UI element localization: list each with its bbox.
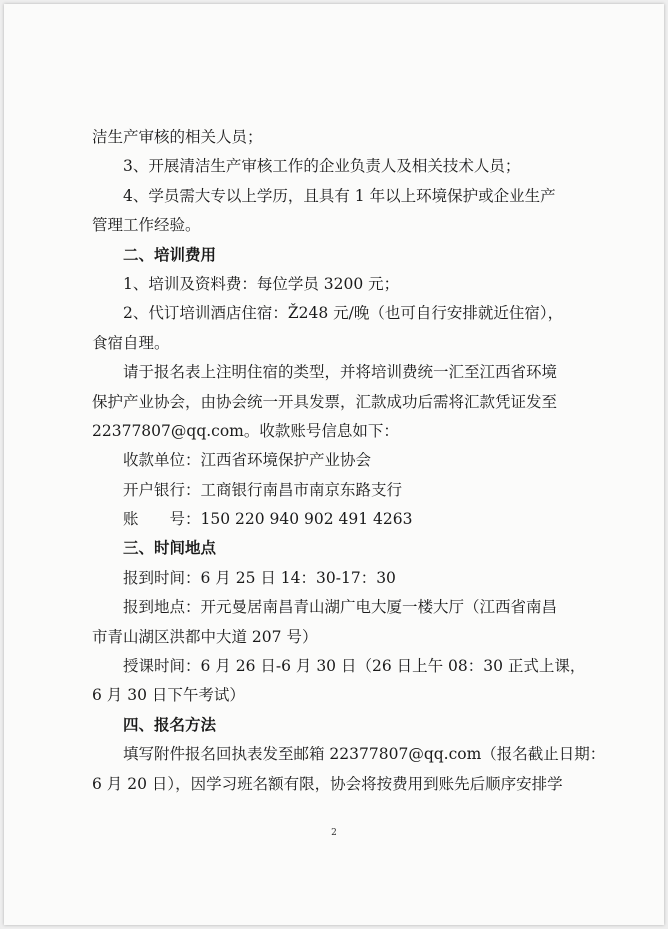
text-line: 账 号：150 220 940 902 491 4263 — [123, 510, 413, 529]
section-heading: 三、时间地点 — [123, 539, 217, 558]
text-line: 食宿自理。 — [92, 333, 170, 352]
text-line: 6 月 30 日下午考试） — [92, 686, 245, 705]
text-line: 洁生产审核的相关人员； — [92, 128, 263, 146]
text-line: 2、代订培训酒店住宿：Ž248 元/晚（也可自行安排就近住宿）， — [123, 304, 564, 323]
text-line: 请于报名表上注明住宿的类型，并将培训费统一汇至江西省环境 — [123, 363, 558, 382]
page-number: 2 — [331, 828, 337, 838]
document-page — [4, 4, 664, 925]
text-line: 开户银行：工商银行南昌市南京东路支行 — [123, 480, 403, 499]
section-heading: 二、培训费用 — [123, 245, 217, 264]
text-line: 3、开展清洁生产审核工作的企业负责人及相关技术人员； — [123, 157, 521, 176]
text-line: 6 月 20 日），因学习班名额有限，协会将按费用到账先后顺序安排学 — [92, 774, 563, 793]
section-heading: 四、报名方法 — [123, 715, 217, 734]
text-line: 报到地点：开元曼居南昌青山湖广电大厦一楼大厅（江西省南昌 — [123, 598, 558, 617]
text-line: 1、培训及资料费：每位学员 3200 元； — [123, 274, 400, 293]
text-line: 报到时间：6 月 25 日 14：30-17：30 — [123, 568, 396, 587]
text-line: 授课时间：6 月 26 日-6 月 30 日（26 日上午 08：30 正式上课， — [123, 657, 586, 676]
text-line: 22377807@qq.com。收款账号信息如下： — [92, 421, 399, 440]
document-body — [92, 123, 612, 799]
text-line: 填写附件报名回执表发至邮箱 22377807@qq.com（报名截止日期： — [123, 745, 606, 764]
text-line: 4、学员需大专以上学历，且具有 1 年以上环境保护或企业生产 — [123, 186, 556, 205]
text-line: 市青山湖区洪都中大道 207 号） — [92, 627, 318, 646]
text-line: 管理工作经验。 — [92, 216, 201, 235]
text-line: 保护产业协会，由协会统一开具发票，汇款成功后需将汇款凭证发至 — [92, 392, 558, 411]
text-line: 收款单位：江西省环境保护产业协会 — [123, 451, 372, 470]
